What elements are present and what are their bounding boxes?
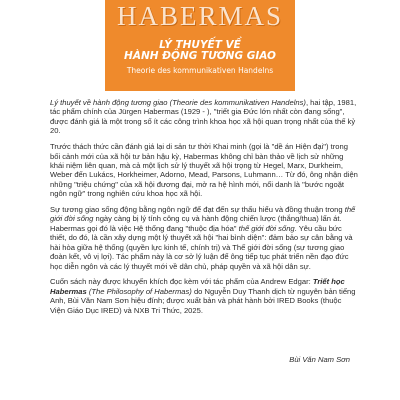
book-subtitle: Theorie des kommunikativen Handelns bbox=[126, 66, 274, 75]
paragraph-lifeworld bbox=[50, 205, 358, 271]
paragraph-recommendation-text-a: Cuốn sách này được khuyến khích đọc kèm với tác phẩm của Andrew Edgar: bbox=[50, 277, 313, 287]
lifeworld-term-2: thế giới đời sống bbox=[238, 223, 295, 233]
lifeworld-term: thế giới đời sống bbox=[50, 205, 356, 224]
paragraph-lifeworld-text-c: . Yêu cầu bức thiết, do đó, là cần xây dựng một lý thuyết xã hội "hai bình diện": đảm bảo sự cân bằng và hài hòa giữa hệ thống (quyền lực kinh tế, chính trị) và Thế giới đời sống (sự tương giao đoàn kết, vô vị lợi). Tác phẩm này là cơ sở lý luận để ông tiếp tục phát triển nền đạo đức học diễn ngôn và các lý thuyết mới về dân chủ, pháp quyền và xã hội dân sự. bbox=[50, 223, 353, 271]
paragraph-intro bbox=[50, 98, 358, 136]
author-brand: HABERMAS bbox=[116, 1, 284, 31]
book-title bbox=[105, 40, 295, 62]
paragraph-recommendation-text-b: do Nguyễn Duy Thanh dịch từ nguyên bản tiếng Anh, Bùi Văn Nam Sơn hiệu đính; được xuất bản và phát hành bởi IRED Books (thuộc Viện Giáo Dục IRED) và NXB Tri Thức, 2025. bbox=[50, 286, 356, 315]
companion-book-original-title: (The Philosophy of Habermas) bbox=[86, 286, 192, 296]
companion-book-title: Triết học Habermas bbox=[50, 277, 345, 296]
paragraph-lifeworld-text-b: ngày càng bị lý tính công cụ và hành động chiến lược (thắng/thua) lấn át. Habermas gọi đó là việc Hệ thống đang "thuộc địa hóa" bbox=[50, 214, 342, 233]
paragraph-lifeworld-text-a: Sự tương giao sống động bằng ngôn ngữ để đạt đến sự thấu hiểu và đồng thuận trong bbox=[50, 205, 345, 215]
paragraph-intro-text: , hai tập, 1981, tác phẩm chính của Jürgen Habermas (1929 - ), "triết gia Đức lớn nhất còn đang sống", được đánh giá là một trong số ít các công trình khoa học xã hội quan trọng nhất của thế kỷ 20. bbox=[50, 98, 357, 136]
paragraph-recommendation bbox=[50, 277, 358, 315]
book-title-line1: LÝ THUYẾT VỀ bbox=[159, 39, 241, 51]
book-title-line2: HÀNH ĐỘNG TƯƠNG GIAO bbox=[124, 50, 276, 62]
back-cover-text bbox=[50, 98, 358, 322]
signature: Bùi Văn Nam Sơn bbox=[289, 355, 350, 364]
paragraph-context: Trước thách thức cần đánh giá lại di sản tư thời Khai minh (gọi là "dề án Hiện đại") trong bối cảnh mới của xã hội tư bản hậu kỳ, Habermas không chỉ bàn thảo về lịch sử những khái niệm liên quan, mà cả một lịch sử lý thuyết xã hội trọng từ Hegel, Marx, Durkheim, Weber đến Lukács, Horkheimer, Adorno, Mead, Parsons, Luhmann… Từ đó, ông nhận diện những "triệu chứng" của xã hội đương đại, mở ra hệ hình mới, nổi danh là "bước ngoặt ngôn ngữ" trong nghiên cứu khoa học xã hội. bbox=[50, 142, 358, 199]
book-name-italic: Lý thuyết về hành động tương giao (Theorie des kommunikativen Handelns) bbox=[50, 98, 306, 107]
title-banner bbox=[105, 0, 295, 91]
